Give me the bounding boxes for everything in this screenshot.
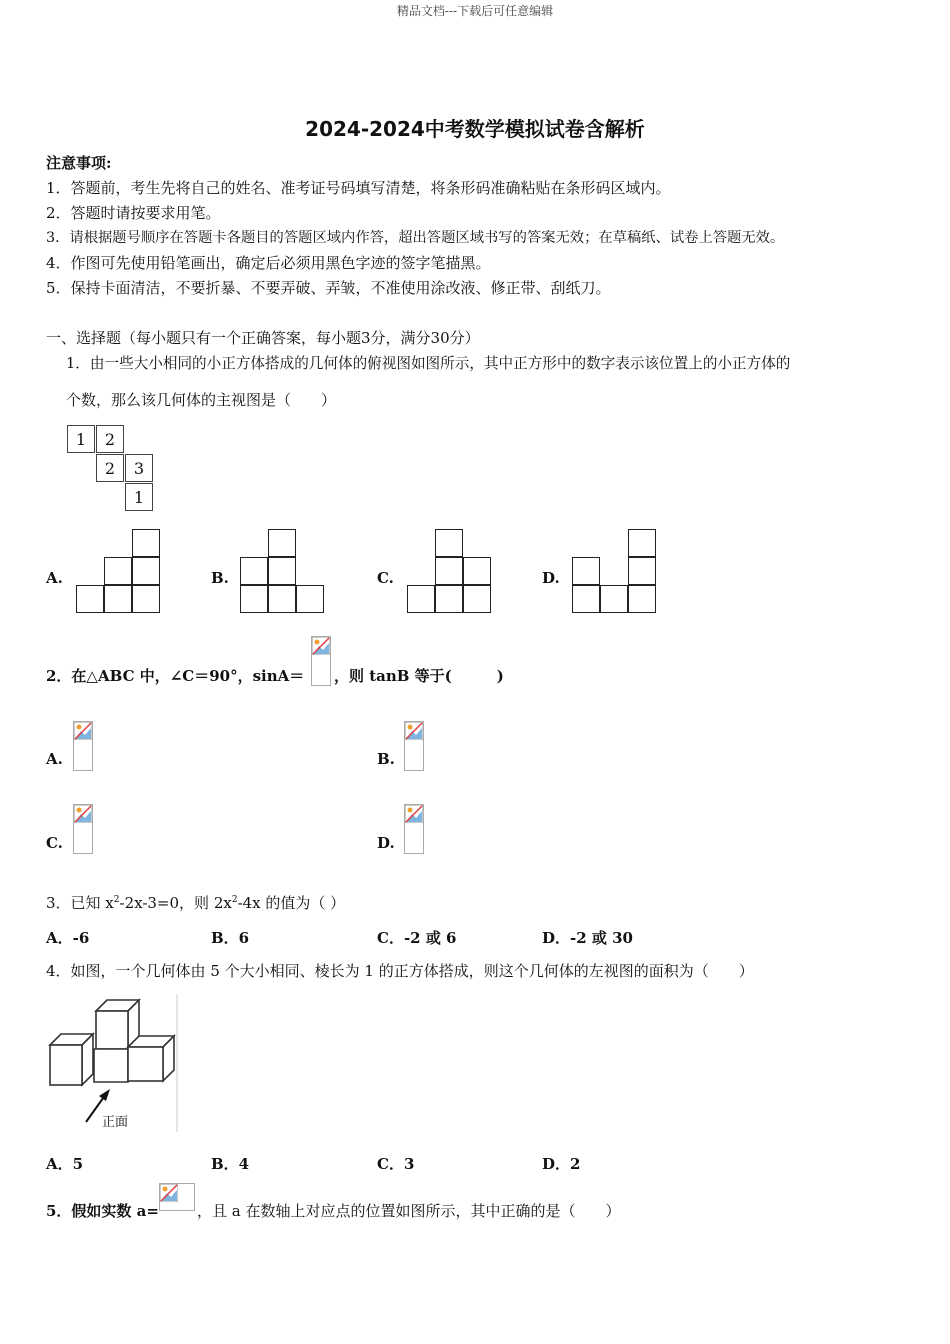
missing-image-icon <box>404 721 424 771</box>
grid-cell: 3 <box>125 454 153 482</box>
q4-option-b: B．4 <box>211 1155 250 1173</box>
missing-image-icon <box>159 1183 195 1211</box>
missing-image-icon <box>73 721 93 771</box>
q5-stem-a: 5．假如实数 a= <box>46 1202 159 1220</box>
section-heading: 一、选择题（每小题只有一个正确答案，每小题3分，满分30分） <box>46 329 480 347</box>
q3-option-c: C．-2 或 6 <box>377 929 457 947</box>
q2-stem-a: 2．在△ABC 中，∠C＝90°，sinA＝ <box>46 667 305 685</box>
q4-option-d: D．2 <box>542 1155 581 1173</box>
q1-option-d-label: D. <box>542 569 560 587</box>
notice-item-3: 3．请根据题号顺序在答题卡各题目的答题区域内作答，超出答题区域书写的答案无效；在草稿纸、试卷上答题无效。 <box>46 230 785 246</box>
q3-option-d: D．-2 或 30 <box>542 929 633 947</box>
grid-cell: 1 <box>67 425 95 453</box>
q3-stem: 3．已知 $x^2-2x-3=0$，则 $2x^2-4x$ 的值为（ ） <box>46 894 346 912</box>
q2-option-d-label: D. <box>377 834 395 852</box>
q5-stem-b: ，且 a 在数轴上对应点的位置如图所示，其中正确的是（ ） <box>197 1202 621 1220</box>
missing-image-icon <box>73 804 93 854</box>
q1-option-a-label: A. <box>46 569 63 587</box>
q1-option-b-label: B. <box>211 569 229 587</box>
q2-option-b-label: B. <box>377 750 395 768</box>
notice-item-1: 1．答题前，考生先将自己的姓名、准考证号码填写清楚，将条形码准确粘贴在条形码区域内。 <box>46 179 671 197</box>
q1-stem-line2: 个数，那么该几何体的主视图是（ ） <box>66 391 337 409</box>
q2-stem-b: ，则 tanB 等于( ) <box>334 667 504 685</box>
notice-item-4: 4．作图可先使用铅笔画出，确定后必须用黑色字迹的签字笔描黑。 <box>46 254 491 272</box>
q4-option-a: A．5 <box>46 1155 84 1173</box>
notice-item-2: 2．答题时请按要求用笔。 <box>46 204 221 222</box>
q1-option-c-label: C. <box>377 569 394 587</box>
grid-cell: 2 <box>96 425 124 453</box>
notice-item-5: 5．保持卡面清洁，不要折暴、不要弄破、弄皱，不准使用涂改液、修正带、刮纸刀。 <box>46 279 611 297</box>
q2-option-c-label: C. <box>46 834 63 852</box>
grid-cell: 1 <box>125 483 153 511</box>
q3-option-a: A．-6 <box>46 929 90 947</box>
q4-stem: 4．如图，一个几何体由 5 个大小相同、棱长为 1 的正方体搭成，则这个几何体的左视图的面积为（ ） <box>46 962 754 980</box>
q1-stem-line1: 1．由一些大小相同的小正方体搭成的几何体的俯视图如图所示，其中正方形中的数字表示该位置上的小正方体的 <box>66 355 791 372</box>
q2-option-a-label: A. <box>46 750 63 768</box>
notice-heading: 注意事项: <box>46 154 112 172</box>
missing-image-icon <box>311 636 331 686</box>
page-title: 2024-2024中考数学模拟试卷含解析 <box>305 117 645 141</box>
q4-option-c: C．3 <box>377 1155 415 1173</box>
q3-option-b: B．6 <box>211 929 250 947</box>
page-header: 精品文档---下载后可任意编辑 <box>396 4 554 18</box>
missing-image-icon <box>404 804 424 854</box>
q4-cube-figure <box>44 994 178 1132</box>
grid-cell: 2 <box>96 454 124 482</box>
front-label: 正面 <box>102 1115 129 1130</box>
